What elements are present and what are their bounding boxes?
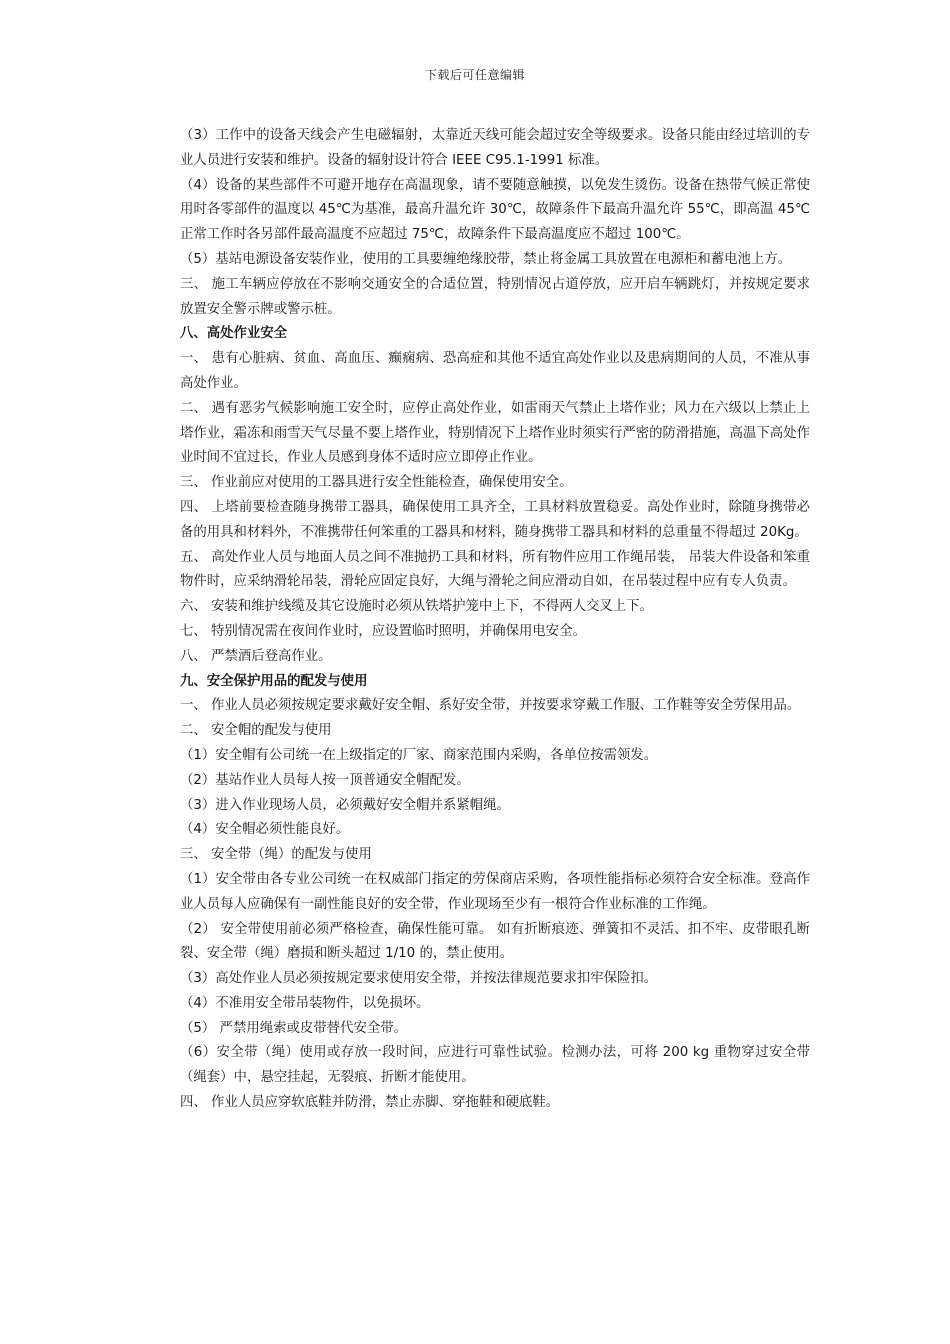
- paragraph: 三、 施工车辆应停放在不影响交通安全的合适位置，特别情况占道停放，应开启车辆跳灯，并按规定要求放置安全警示牌或警示桩。: [180, 276, 810, 317]
- paragraph: 三、 安全带（绳）的配发与使用: [180, 847, 372, 863]
- paragraph: 一、 作业人员必须按规定要求戴好安全帽、系好安全带，并按要求穿戴工作服、工作鞋等安全劳保用品。: [180, 698, 801, 714]
- paragraph: （1）安全帽有公司统一在上级指定的厂家、商家范围内采购，各单位按需领发。: [180, 747, 658, 763]
- paragraph: （2） 安全带使用前必须严格检查，确保性能可靠。 如有折断痕迹、弹簧扣不灵活、扣不牢、皮带眼孔断裂、安全带（绳）磨损和断头超过 1/10 的，禁止使用。: [180, 921, 810, 962]
- paragraph: （3）工作中的设备天线会产生电磁辐射，太靠近天线可能会超过安全等级要求。设备只能由经过培训的专业人员进行安装和维护。设备的辐射设计符合 IEEE C95.1-1991 标准。: [180, 128, 810, 168]
- paragraph: （6）安全带（绳）使用或存放一段时间，应进行可靠性试验。检测办法，可将 200 kg 重物穿过安全带（绳套）中，悬空挂起，无裂痕、折断才能使用。: [180, 1045, 810, 1086]
- paragraph: （2）基站作业人员每人按一顶普通安全帽配发。: [180, 772, 470, 788]
- paragraph: 七、 特别情况需在夜间作业时，应设置临时照明，并确保用电安全。: [180, 623, 586, 639]
- paragraph: （3）高处作业人员必须按规定要求使用安全带，并按法律规范要求扣牢保险扣。: [180, 971, 658, 987]
- paragraph: （4）设备的某些部件不可避开地存在高温现象，请不要随意触摸，以免发生烫伤。设备在热带气候正常使用时各零部件的温度以 45℃为基准，最高升温允许 30℃，故障条件下最高升温允许 55℃，即高温 45℃正常工作时各另部件最高温度不应超过 75℃，故障条件下最高温度应不超过 100℃。: [180, 177, 810, 243]
- paragraph: 二、 遇有恶劣气候影响施工安全时，应停止高处作业，如雷雨天气禁止上塔作业；风力在六级以上禁止上塔作业，霜冻和雨雪天气尽量不要上塔作业，特别情况下上塔作业时须实行严密的防滑措施，高温下高处作业时间不宜过长，作业人员感到身体不适时应立即停止作业。: [180, 400, 810, 466]
- paragraph: 一、 患有心脏病、贫血、高血压、癫痫病、恐高症和其他不适宜高处作业以及患病期间的人员，不准从事高处作业。: [180, 351, 810, 391]
- section-heading: 九、安全保护用品的配发与使用: [180, 673, 368, 689]
- paragraph: （4）安全帽必须性能良好。: [180, 822, 350, 838]
- page-header: 下载后可任意编辑: [424, 68, 525, 82]
- paragraph: （5）基站电源设备安装作业，使用的工具要缠绝缘胶带，禁止将金属工具放置在电源柜和蓄电池上方。: [180, 251, 792, 267]
- paragraph: 三、 作业前应对使用的工器具进行安全性能检查，确保使用安全。: [180, 475, 573, 491]
- paragraph: 八、 严禁酒后登高作业。: [180, 648, 332, 664]
- paragraph: 四、 上塔前要检查随身携带工器具，确保使用工具齐全，工具材料放置稳妥。高处作业时，除随身携带必备的用具和材料外，不准携带任何笨重的工器具和材料，随身携带工器具和材料的总重量不得超过 20Kg。: [180, 499, 810, 540]
- paragraph: （4）不准用安全带吊装物件，以免损坏。: [180, 995, 430, 1011]
- document-body: [180, 124, 810, 1116]
- paragraph: 五、 高处作业人员与地面人员之间不准抛扔工具和材料，所有物件应用工作绳吊装， 吊装大件设备和笨重物件时，应采纳滑轮吊装，滑轮应固定良好，大绳与滑轮之间应滑动自如，在吊装过程中应有专人负责。: [180, 549, 810, 590]
- paragraph: （1）安全带由各专业公司统一在权威部门指定的劳保商店采购，各项性能指标必须符合安全标准。登高作业人员每人应确保有一副性能良好的安全带，作业现场至少有一根符合作业标准的工作绳。: [180, 871, 810, 912]
- paragraph: 二、 安全帽的配发与使用: [180, 723, 332, 739]
- paragraph: 四、 作业人员应穿软底鞋并防滑，禁止赤脚、穿拖鞋和硬底鞋。: [180, 1095, 560, 1111]
- section-heading: 八、高处作业安全: [180, 326, 288, 342]
- paragraph: （5） 严禁用绳索或皮带替代安全带。: [180, 1020, 408, 1036]
- paragraph: 六、 安装和维护线缆及其它设施时必须从铁塔护笼中上下，不得两人交叉上下。: [180, 599, 653, 615]
- paragraph: （3）进入作业现场人员，必须戴好安全帽并系紧帽绳。: [180, 797, 510, 813]
